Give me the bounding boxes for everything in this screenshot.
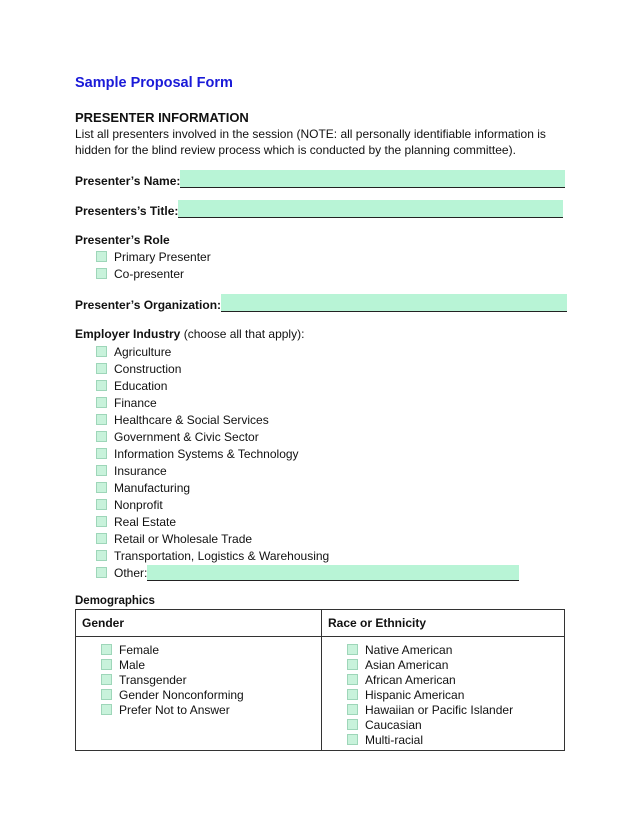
checkbox[interactable] <box>96 482 107 493</box>
industry-option-label: Information Systems & Technology <box>114 446 299 461</box>
industry-label: Employer Industry <box>75 327 181 341</box>
checkbox[interactable] <box>96 363 107 374</box>
checkbox[interactable] <box>96 431 107 442</box>
industry-option-label: Transportation, Logistics & Warehousing <box>114 548 330 563</box>
industry-option-label: Insurance <box>114 463 167 478</box>
race-option-label: Multi-racial <box>365 732 424 747</box>
race-option[interactable] <box>347 642 513 657</box>
title-field-row <box>75 200 563 218</box>
industry-option[interactable] <box>96 377 519 394</box>
gender-option-label: Transgender <box>119 672 187 687</box>
checkbox[interactable] <box>347 689 358 700</box>
other-input[interactable] <box>147 565 519 581</box>
industry-option-label: Construction <box>114 361 182 376</box>
demographics-table <box>75 609 565 751</box>
role-label: Presenter’s Role <box>75 233 170 247</box>
checkbox[interactable] <box>347 674 358 685</box>
industry-option[interactable] <box>96 479 519 496</box>
race-option[interactable] <box>347 702 513 717</box>
checkbox[interactable] <box>96 516 107 527</box>
gender-option[interactable] <box>101 687 244 702</box>
race-column <box>322 610 564 750</box>
title-label: Presenters’s Title: <box>75 204 179 218</box>
race-option[interactable] <box>347 672 513 687</box>
checkbox[interactable] <box>96 251 107 262</box>
other-label: Other: <box>114 565 148 580</box>
industry-option[interactable] <box>96 360 519 377</box>
role-option[interactable] <box>96 265 211 282</box>
industry-option[interactable] <box>96 343 519 360</box>
industry-option[interactable] <box>96 547 519 564</box>
industry-option-label: Government & Civic Sector <box>114 429 259 444</box>
checkbox[interactable] <box>96 499 107 510</box>
checkbox[interactable] <box>347 704 358 715</box>
name-field-row <box>75 170 565 188</box>
checkbox[interactable] <box>101 704 112 715</box>
checkbox[interactable] <box>101 659 112 670</box>
checkbox[interactable] <box>96 346 107 357</box>
form-title: Sample Proposal Form <box>75 75 233 91</box>
role-option-label: Primary Presenter <box>114 249 211 264</box>
name-label: Presenter’s Name: <box>75 174 181 188</box>
checkbox[interactable] <box>347 644 358 655</box>
checkbox[interactable] <box>96 550 107 561</box>
checkbox[interactable] <box>347 734 358 745</box>
checkbox[interactable] <box>347 659 358 670</box>
gender-option[interactable] <box>101 672 244 687</box>
gender-option[interactable] <box>101 657 244 672</box>
race-option-label: African American <box>365 672 456 687</box>
gender-option-label: Gender Nonconforming <box>119 687 244 702</box>
organization-field-row <box>75 294 567 312</box>
race-option-label: Caucasian <box>365 717 422 732</box>
industry-label-row <box>75 327 304 341</box>
demographics-label: Demographics <box>75 595 155 607</box>
checkbox[interactable] <box>96 448 107 459</box>
role-list <box>96 248 211 282</box>
race-header: Race or Ethnicity <box>322 610 564 637</box>
gender-column <box>76 610 322 750</box>
industry-option-label: Manufacturing <box>114 480 191 495</box>
gender-option-label: Prefer Not to Answer <box>119 702 230 717</box>
gender-list <box>101 642 244 717</box>
race-option[interactable] <box>347 717 513 732</box>
role-option-label: Co-presenter <box>114 266 185 281</box>
checkbox[interactable] <box>96 268 107 279</box>
checkbox[interactable] <box>96 567 107 578</box>
checkbox[interactable] <box>101 644 112 655</box>
industry-option[interactable] <box>96 513 519 530</box>
race-option[interactable] <box>347 732 513 747</box>
checkbox[interactable] <box>96 380 107 391</box>
race-option-label: Asian American <box>365 657 449 672</box>
organization-label: Presenter’s Organization: <box>75 298 222 312</box>
race-list <box>347 642 513 747</box>
industry-option[interactable] <box>96 428 519 445</box>
industry-option[interactable] <box>96 445 519 462</box>
checkbox[interactable] <box>96 397 107 408</box>
race-option[interactable] <box>347 687 513 702</box>
industry-option-label: Real Estate <box>114 514 177 529</box>
checkbox[interactable] <box>101 689 112 700</box>
race-option-label: Native American <box>365 642 453 657</box>
industry-option[interactable] <box>96 496 519 513</box>
gender-option[interactable] <box>101 642 244 657</box>
industry-option-other[interactable] <box>96 564 519 581</box>
gender-option-label: Female <box>119 642 160 657</box>
name-input[interactable] <box>180 170 565 188</box>
industry-option-label: Education <box>114 378 168 393</box>
industry-option[interactable] <box>96 394 519 411</box>
gender-header: Gender <box>76 610 321 637</box>
industry-option[interactable] <box>96 462 519 479</box>
checkbox[interactable] <box>347 719 358 730</box>
industry-option[interactable] <box>96 530 519 547</box>
race-option-label: Hawaiian or Pacific Islander <box>365 702 514 717</box>
checkbox[interactable] <box>96 414 107 425</box>
section-heading: PRESENTER INFORMATION <box>75 110 249 125</box>
intro-text: List all presenters involved in the session (NOTE: all personally identifiable information is hidden for the blind review process which is conducted by the planning committee). <box>75 127 546 157</box>
industry-option-label: Healthcare & Social Services <box>114 412 269 427</box>
race-option[interactable] <box>347 657 513 672</box>
industry-option-label: Nonprofit <box>114 497 163 512</box>
industry-option-label: Retail or Wholesale Trade <box>114 531 253 546</box>
checkbox[interactable] <box>96 465 107 476</box>
role-option[interactable] <box>96 248 211 265</box>
industry-option-label: Finance <box>114 395 157 410</box>
industry-list <box>96 343 519 581</box>
industry-option[interactable] <box>96 411 519 428</box>
gender-option[interactable] <box>101 702 244 717</box>
checkbox[interactable] <box>96 533 107 544</box>
title-input[interactable] <box>178 200 563 218</box>
gender-option-label: Male <box>119 657 146 672</box>
organization-input[interactable] <box>221 294 567 312</box>
checkbox[interactable] <box>101 674 112 685</box>
industry-option-label: Agriculture <box>114 344 172 359</box>
race-option-label: Hispanic American <box>365 687 465 702</box>
industry-note: (choose all that apply): <box>180 327 305 341</box>
